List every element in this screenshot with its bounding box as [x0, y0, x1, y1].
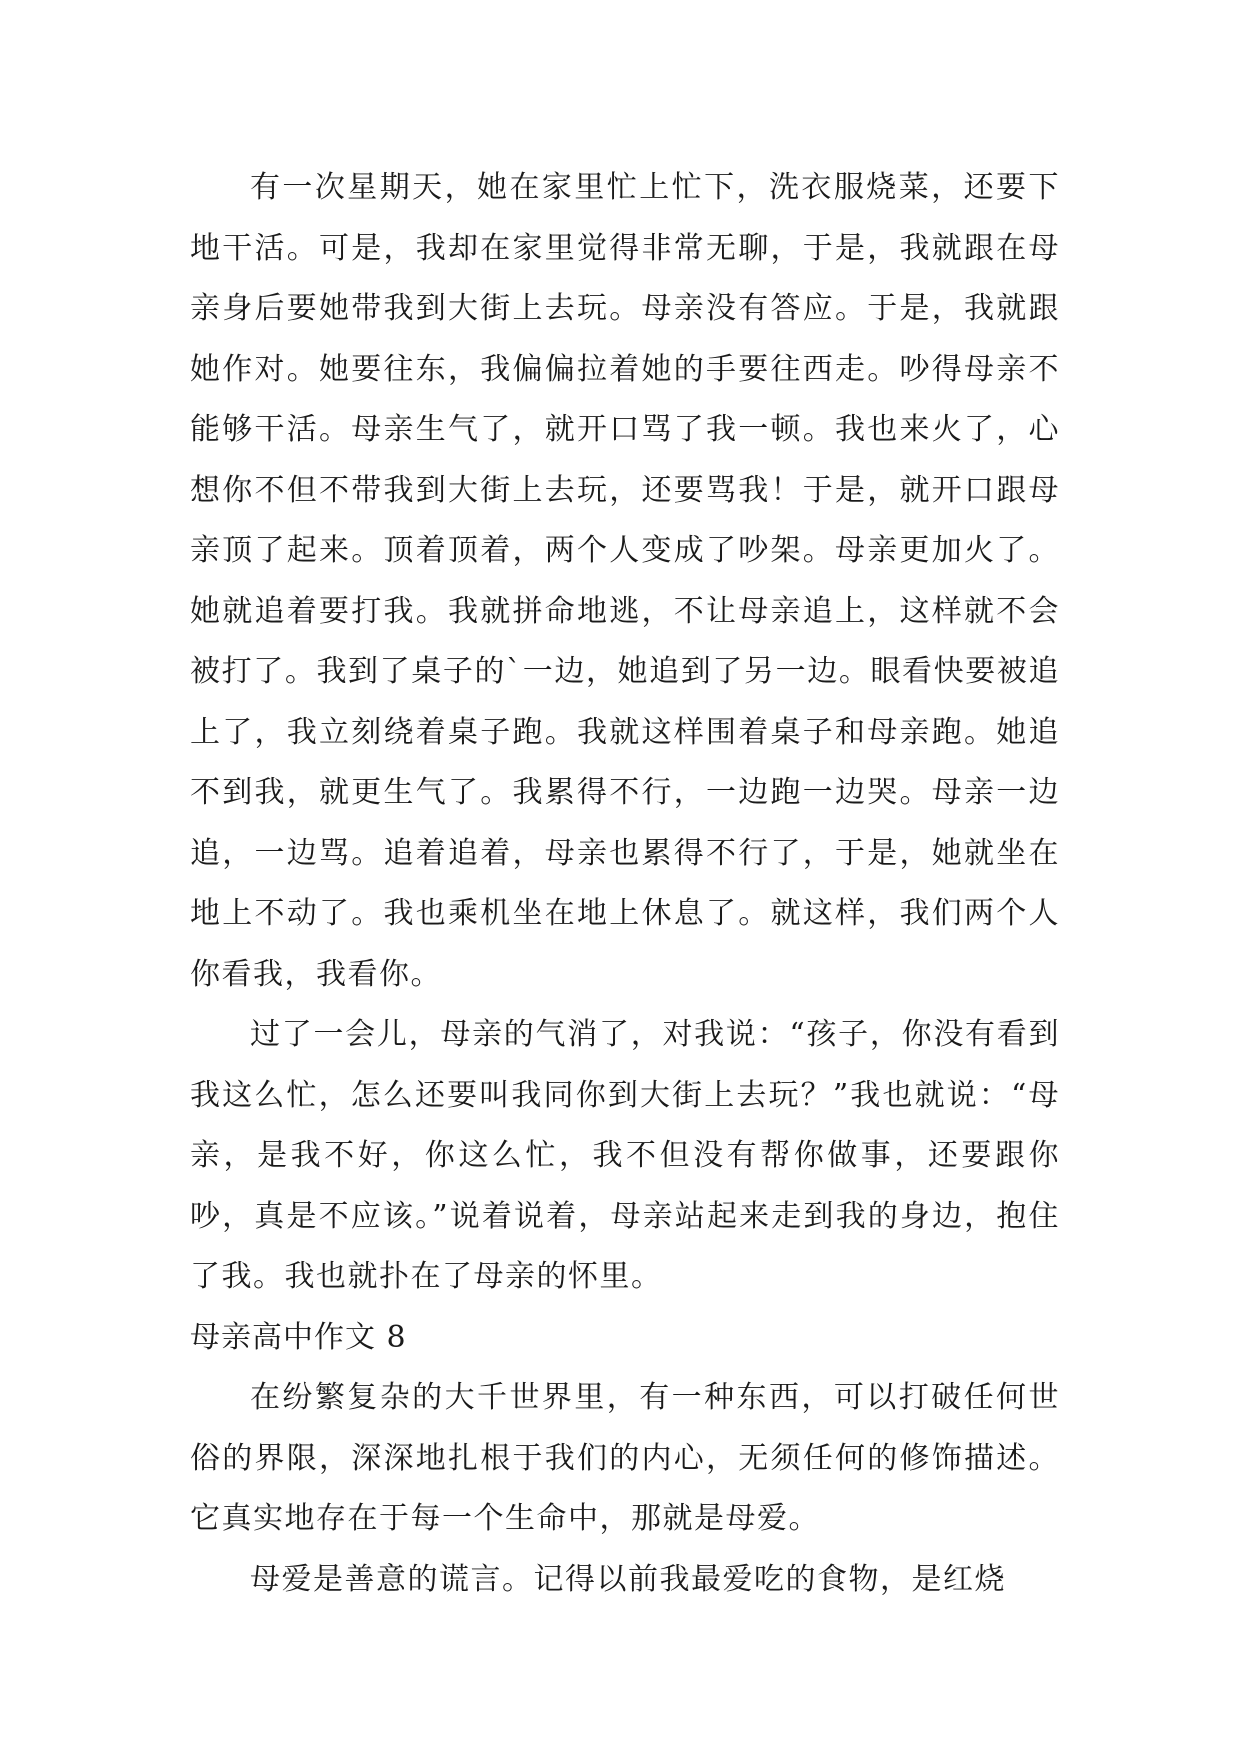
paragraph: 在纷繁复杂的大千世界里，有一种东西，可以打破任何世俗的界限，深深地扎根于我们的内心，无须任何的修饰描述。它真实地存在于每一个生命中，那就是母爱。 [190, 1380, 1060, 1536]
paragraph: 过了一会儿，母亲的气消了，对我说：“孩子，你没有看到我这么忙，怎么还要叫我同你到大街上去玩？”我也就说：“母亲，是我不好，你这么忙，我不但没有帮你做事，还要跟你吵，真是不应该。”说着说着，母亲站起来走到我的身边，抱住了我。我也就扑在了母亲的怀里。 [190, 1017, 1060, 1294]
document-body [190, 158, 1060, 1610]
paragraph: 母爱是善意的谎言。记得以前我最爱吃的食物，是红烧 [250, 1561, 1006, 1597]
section-heading: 母亲高中作文 8 [190, 1319, 407, 1355]
paragraph: 有一次星期天，她在家里忙上忙下，洗衣服烧菜，还要下地干活。可是，我却在家里觉得非常无聊，于是，我就跟在母亲身后要她带我到大街上去玩。母亲没有答应。于是，我就跟她作对。她要往东，我偏偏拉着她的手要往西走。吵得母亲不能够干活。母亲生气了，就开口骂了我一顿。我也来火了，心想你不但不带我到大街上去玩，还要骂我！于是，就开口跟母亲顶了起来。顶着顶着，两个人变成了吵架。母亲更加火了。她就追着要打我。我就拼命地逃，不让母亲追上，这样就不会被打了。我到了桌子的`一边，她追到了另一边。眼看快要被追上了，我立刻绕着桌子跑。我就这样围着桌子和母亲跑。她追不到我，就更生气了。我累得不行，一边跑一边哭。母亲一边追，一边骂。追着追着，母亲也累得不行了，于是，她就坐在地上不动了。我也乘机坐在地上休息了。就这样，我们两个人你看我，我看你。 [190, 170, 1060, 992]
